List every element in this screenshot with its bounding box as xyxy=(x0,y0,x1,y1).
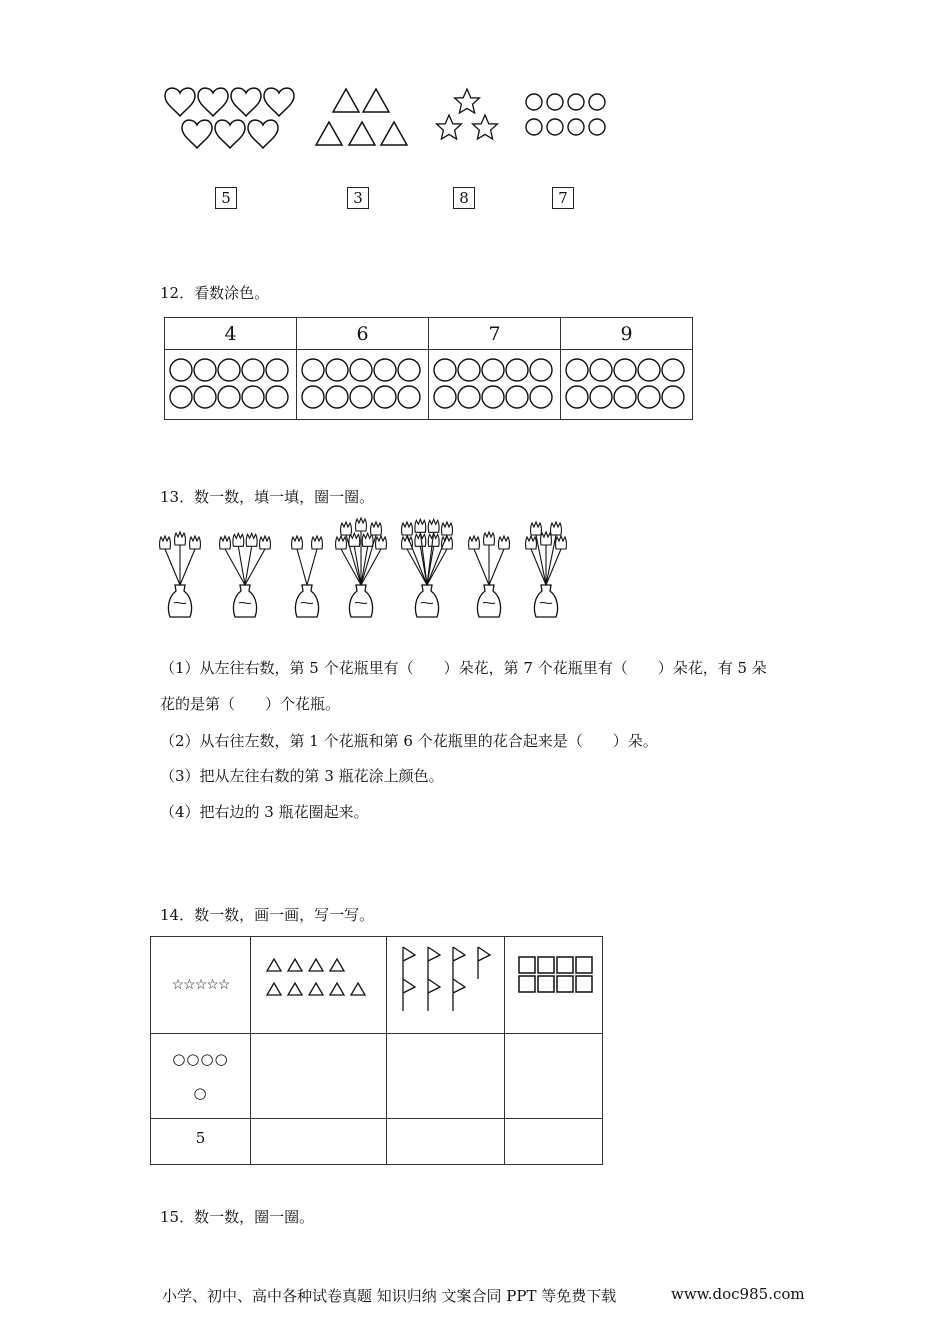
tulip-icon xyxy=(442,536,453,549)
q13-line-5: （4）把右边的 3 瓶花圈起来。 xyxy=(160,803,369,821)
vase-icon xyxy=(349,585,372,617)
vase-icon xyxy=(295,585,318,617)
heart-icon xyxy=(198,88,228,116)
triangle-icon xyxy=(349,122,375,145)
tulip-icon xyxy=(526,536,537,549)
q14-triangles-cell xyxy=(251,937,387,1034)
footer-text: 小学、初中、高中各种试卷真题 知识归纳 文案合同 PPT 等免费下载 xyxy=(162,1287,617,1305)
q14-draw-cell-3[interactable] xyxy=(505,1034,603,1119)
q14-circles-cell xyxy=(151,1034,251,1119)
flower-vase-3 xyxy=(292,536,323,617)
tulip-icon xyxy=(336,536,347,549)
q14-triangles xyxy=(254,957,384,1017)
flower-vase-6 xyxy=(469,532,510,617)
q14-squares xyxy=(509,955,599,1005)
heart-icon xyxy=(215,120,245,148)
q14-draw-cell-1[interactable] xyxy=(251,1034,387,1119)
q11-circles xyxy=(526,94,605,135)
q12-circles-cell-1[interactable] xyxy=(165,350,297,420)
q13-line-4: （3）把从左往右数的第 3 瓶花涂上颜色。 xyxy=(160,767,444,785)
tulip-icon xyxy=(292,536,303,549)
q11-number-box-4: 7 xyxy=(552,187,574,209)
q14-write-cell-2[interactable] xyxy=(387,1119,505,1165)
q14-write-cell-3[interactable] xyxy=(505,1119,603,1165)
q14-flags xyxy=(391,943,501,1013)
heart-icon xyxy=(248,120,278,148)
heart-icon xyxy=(182,120,212,148)
q13-title: 13．数一数，填一填，圈一圈。 xyxy=(160,488,375,506)
star-icon xyxy=(473,115,498,139)
tulip-icon xyxy=(484,532,495,545)
q14-flags-cell xyxy=(387,937,505,1034)
flower-vase-1 xyxy=(160,532,201,617)
circle-icon xyxy=(589,119,605,135)
circle-icon xyxy=(526,119,542,135)
tulip-icon xyxy=(160,536,171,549)
tulip-icon xyxy=(220,536,231,549)
q14-circles-row-1: ○○○○ xyxy=(172,1050,229,1068)
q14-circles-row-2: ○ xyxy=(193,1084,208,1102)
q14-squares-cell xyxy=(505,937,603,1034)
heart-icon xyxy=(264,88,294,116)
vase-icon xyxy=(415,585,438,617)
q11-number-box-2: 3 xyxy=(347,187,369,209)
q14-stars-cell: ☆☆☆☆☆ xyxy=(151,937,251,1034)
q13-line-2: 花的是第（ ）个花瓶。 xyxy=(160,695,341,713)
q12-circles-cell-4[interactable] xyxy=(561,350,693,420)
tulip-icon xyxy=(541,532,552,545)
triangle-icon xyxy=(363,89,389,112)
circle-icon xyxy=(589,94,605,110)
q12-circle-grid[interactable] xyxy=(562,353,692,413)
flower-vase-4 xyxy=(336,518,387,617)
tulip-icon xyxy=(556,536,567,549)
tulip-icon xyxy=(190,536,201,549)
circle-icon xyxy=(547,94,563,110)
tulip-icon xyxy=(442,522,453,535)
tulip-icon xyxy=(531,522,542,535)
q13-line-1: （1）从左往右数，第 5 个花瓶里有（ ）朵花，第 7 个花瓶里有（ ）朵花，有 5 朵 xyxy=(160,659,767,677)
q12-title: 12．看数涂色。 xyxy=(160,284,270,302)
q11-shape-groups xyxy=(150,80,630,160)
q14-title: 14．数一数，画一画，写一写。 xyxy=(160,906,375,924)
tulip-icon xyxy=(260,536,271,549)
q12-circle-grid[interactable] xyxy=(430,353,560,413)
q12-circles-cell-3[interactable] xyxy=(429,350,561,420)
circle-icon xyxy=(526,94,542,110)
flower-vase-5 xyxy=(402,519,453,617)
q14-draw-cell-2[interactable] xyxy=(387,1034,505,1119)
vase-icon xyxy=(534,585,557,617)
footer-url[interactable]: www.doc985.com xyxy=(671,1285,805,1303)
q12-circles-cell-2[interactable] xyxy=(297,350,429,420)
tulip-icon xyxy=(551,522,562,535)
q11-number-box-3: 8 xyxy=(453,187,475,209)
q13-flower-vases xyxy=(150,515,590,625)
q12-table xyxy=(164,317,693,420)
tulip-icon xyxy=(356,518,367,531)
triangle-icon xyxy=(316,122,342,145)
q11-hearts xyxy=(165,88,294,148)
tulip-icon xyxy=(371,522,382,535)
tulip-icon xyxy=(312,536,323,549)
heart-icon xyxy=(165,88,195,116)
tulip-icon xyxy=(233,533,244,546)
tulip-icon xyxy=(341,522,352,535)
heart-icon xyxy=(231,88,261,116)
q12-number-4: 9 xyxy=(561,318,693,350)
q12-number-2: 6 xyxy=(297,318,429,350)
tulip-icon xyxy=(469,536,480,549)
triangle-icon xyxy=(333,89,359,112)
q14-write-cell-1[interactable] xyxy=(251,1119,387,1165)
flower-vase-2 xyxy=(220,533,271,617)
vase-icon xyxy=(233,585,256,617)
tulip-icon xyxy=(246,533,257,546)
q12-circle-grid[interactable] xyxy=(166,353,296,413)
circle-icon xyxy=(568,119,584,135)
q12-number-3: 7 xyxy=(429,318,561,350)
tulip-icon xyxy=(175,532,186,545)
circle-icon xyxy=(547,119,563,135)
q12-circle-grid[interactable] xyxy=(298,353,428,413)
q14-number-cell: 5 xyxy=(151,1119,251,1165)
star-icon xyxy=(437,115,462,139)
q15-title: 15．数一数，圈一圈。 xyxy=(160,1208,315,1226)
circle-icon xyxy=(568,94,584,110)
q12-number-1: 4 xyxy=(165,318,297,350)
q11-triangles xyxy=(316,89,407,145)
vase-icon xyxy=(168,585,191,617)
q14-table xyxy=(150,936,603,1165)
q13-line-3: （2）从右往左数，第 1 个花瓶和第 6 个花瓶里的花合起来是（ ）朵。 xyxy=(160,732,658,750)
tulip-icon xyxy=(428,519,439,532)
tulip-icon xyxy=(402,522,413,535)
vase-icon xyxy=(477,585,500,617)
flower-vase-7 xyxy=(526,522,567,617)
tulip-icon xyxy=(402,536,413,549)
tulip-icon xyxy=(376,536,387,549)
q11-number-box-1: 5 xyxy=(215,187,237,209)
q11-stars xyxy=(437,89,498,139)
star-icon xyxy=(455,89,480,113)
tulip-icon xyxy=(415,519,426,532)
tulip-icon xyxy=(499,536,510,549)
triangle-icon xyxy=(381,122,407,145)
